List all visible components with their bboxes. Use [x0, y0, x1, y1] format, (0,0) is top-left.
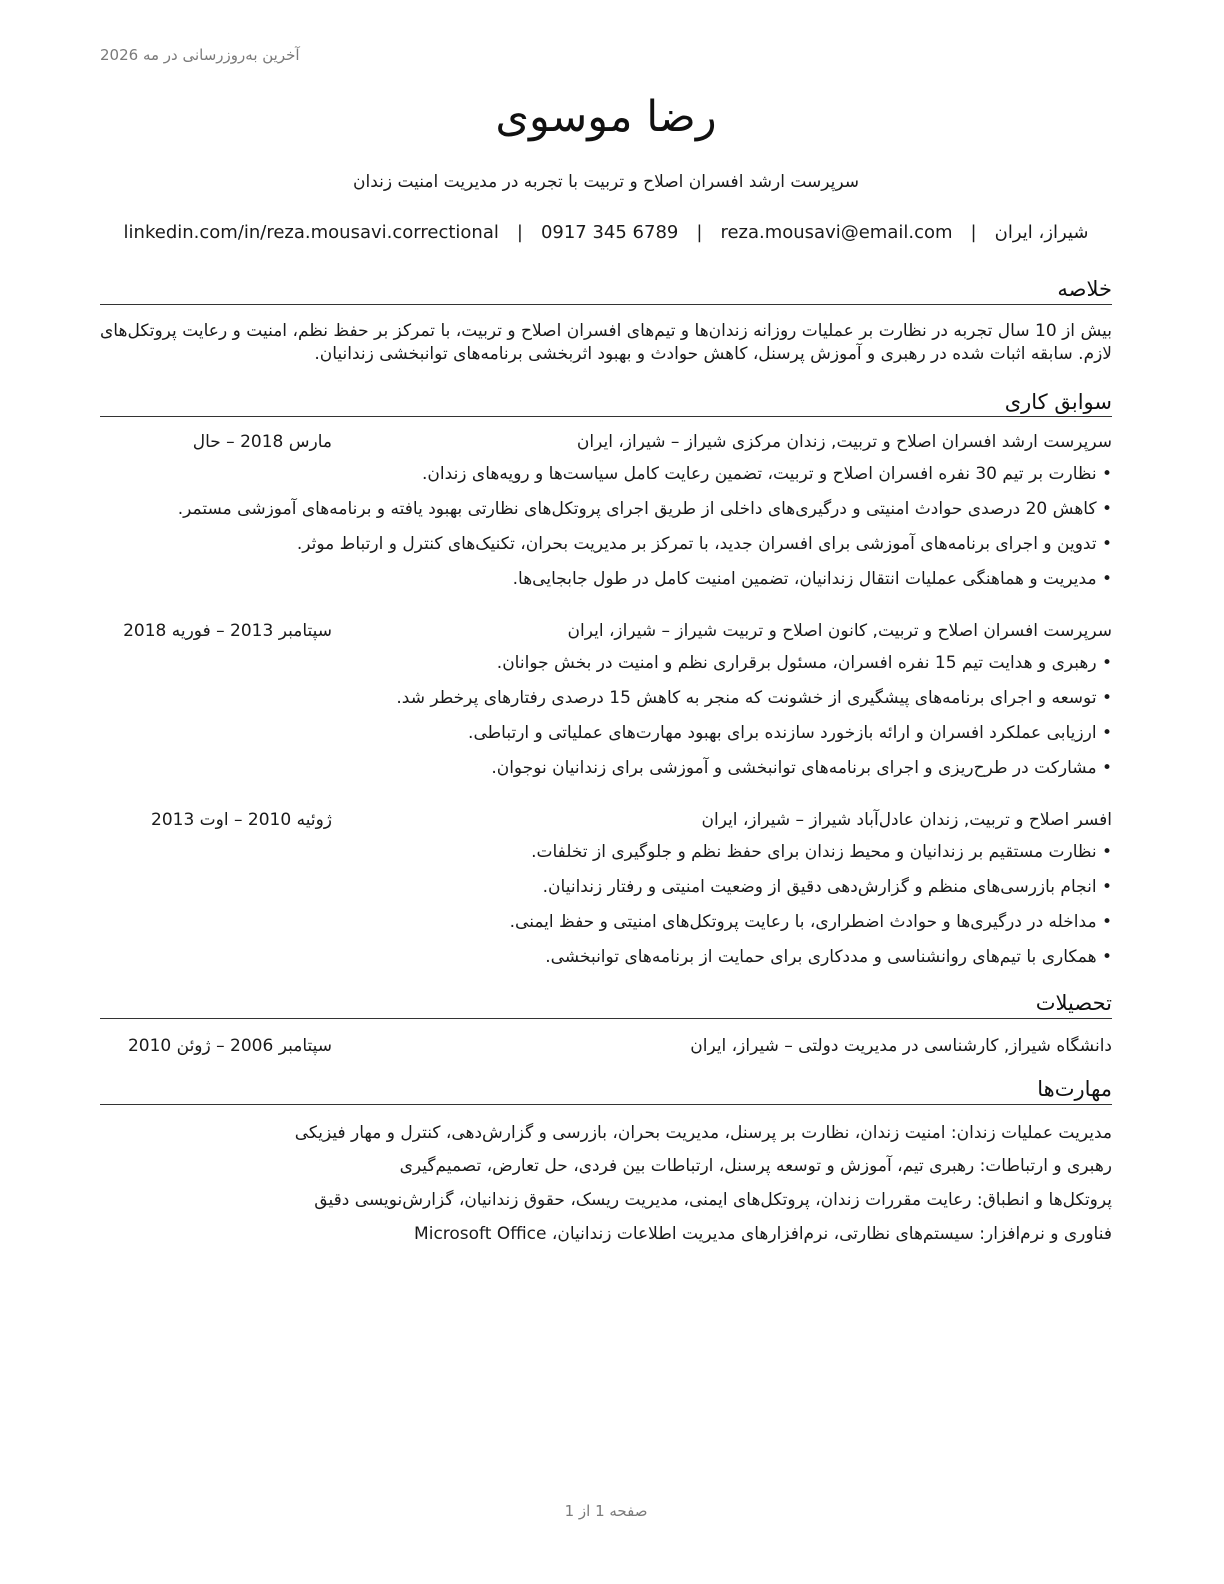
job-bullet: • کاهش 20 درصدی حوادث امنیتی و درگیری‌های داخلی از طریق اجرای پروتکل‌های نظارتی بهبود یافته و برنامه‌های آموزشی مستمر. [177, 499, 1112, 519]
contact-line [100, 222, 1112, 243]
job-bullet: • مدیریت و هماهنگی عملیات انتقال زندانیان، تضمین امنیت کامل در طول جابجایی‌ها. [512, 569, 1112, 589]
job-bullet: • انجام بازرسی‌های منظم و گزارش‌دهی دقیق از وضعیت امنیتی و رفتار زندانیان. [542, 877, 1112, 897]
job-dates: ژوئیه 2010 – اوت 2013 [151, 810, 332, 830]
section-divider [100, 304, 1112, 305]
candidate-name: رضا موسوی [495, 92, 717, 142]
education-heading: تحصیلات [1035, 991, 1112, 1015]
skill-line: پروتکل‌ها و انطباق: رعایت مقررات زندان، پروتکل‌های ایمنی، مدیریت ریسک، حقوق زندانیان، گزارش‌نویسی دقیق [314, 1190, 1112, 1210]
job-bullet: • نظارت بر تیم 30 نفره افسران اصلاح و تربیت، تضمین رعایت کامل سیاست‌ها و رویه‌های زندان. [422, 464, 1112, 484]
job-title: سرپرست ارشد افسران اصلاح و تربیت, زندان مرکزی شیراز – شیراز، ایران [576, 432, 1112, 452]
section-divider [100, 1104, 1112, 1105]
section-divider [100, 416, 1112, 417]
job-bullet: • توسعه و اجرای برنامه‌های پیشگیری از خشونت که منجر به کاهش 15 درصدی رفتارهای پرخطر شد. [396, 688, 1112, 708]
skill-line: فناوری و نرم‌افزار: سیستم‌های نظارتی، نرم‌افزارهای مدیریت اطلاعات زندانیان، Microsoft Office [414, 1224, 1112, 1244]
job-bullet: • همکاری با تیم‌های روانشناسی و مددکاری برای حمایت از برنامه‌های توانبخشی. [545, 947, 1112, 967]
job-bullet: • ارزیابی عملکرد افسران و ارائه بازخورد سازنده برای بهبود مهارت‌های عملیاتی و ارتباطی. [468, 723, 1112, 743]
skill-line: رهبری و ارتباطات: رهبری تیم، آموزش و توسعه پرسنل، ارتباطات بین فردی، حل تعارض، تصمیم‌گیری [399, 1156, 1112, 1176]
contact-separator: | [970, 222, 977, 243]
education-dates: سپتامبر 2006 – ژوئن 2010 [127, 1036, 332, 1056]
section-divider [100, 1018, 1112, 1019]
education-degree: دانشگاه شیراز, کارشناسی در مدیریت دولتی – شیراز، ایران [690, 1036, 1112, 1056]
job-bullet: • رهبری و هدایت تیم 15 نفره افسران، مسئول برقراری نظم و امنیت در بخش جوانان. [496, 653, 1112, 673]
candidate-headline: سرپرست ارشد افسران اصلاح و تربیت با تجربه در مدیریت امنیت زندان [352, 172, 859, 192]
contact-separator: | [696, 222, 703, 243]
job-bullet: • مشارکت در طرح‌ریزی و اجرای برنامه‌های توانبخشی و آموزشی برای زندانیان نوجوان. [491, 758, 1112, 778]
job-dates: سپتامبر 2013 – فوریه 2018 [123, 621, 332, 641]
job-bullet: • تدوین و اجرای برنامه‌های آموزشی برای افسران جدید، با تمرکز بر مدیریت بحران، تکنیک‌های کنترل و ارتباط موثر. [296, 534, 1112, 554]
summary-heading: خلاصه [1057, 277, 1112, 301]
page-number: صفحه 1 از 1 [564, 1502, 648, 1520]
job-bullet: • نظارت مستقیم بر زندانیان و محیط زندان برای حفظ نظم و جلوگیری از تخلفات. [531, 842, 1112, 862]
job-title: افسر اصلاح و تربیت, زندان عادل‌آباد شیراز – شیراز، ایران [701, 810, 1112, 830]
job-dates: مارس 2018 – حال [192, 432, 332, 452]
skills-heading: مهارت‌ها [1037, 1077, 1112, 1101]
experience-heading: سوابق کاری [1004, 390, 1112, 414]
contact-phone[interactable]: 0917 345 6789 [540, 222, 679, 243]
summary-text: بیش از 10 سال تجربه در نظارت بر عملیات روزانه زندان‌ها و تیم‌های افسران اصلاح و تربیت، با تمرکز بر حفظ نظم، امنیت و رعایت پروتکل‌های لازم. سابقه اثبات شده در رهبری و آموزش پرسنل، کاهش حوادث و بهبود اثربخشی برنامه‌های توانبخشی زندانیان. [100, 321, 1112, 364]
contact-email[interactable]: reza.mousavi@email.com [720, 222, 953, 243]
last-updated-note: آخرین به‌روزرسانی در مه 2026 [100, 46, 300, 64]
skill-line: مدیریت عملیات زندان: امنیت زندان، نظارت بر پرسنل، مدیریت بحران، بازرسی و گزارش‌دهی، کنترل و مهار فیزیکی [294, 1123, 1112, 1143]
job-bullet: • مداخله در درگیری‌ها و حوادث اضطراری، با رعایت پروتکل‌های امنیتی و حفظ ایمنی. [509, 912, 1112, 932]
contact-separator: | [516, 222, 523, 243]
resume-page [100, 0, 1112, 1584]
contact-location: شیراز، ایران [994, 222, 1089, 243]
job-title: سرپرست افسران اصلاح و تربیت, کانون اصلاح و تربیت شیراز – شیراز، ایران [567, 621, 1112, 641]
contact-linkedin[interactable]: linkedin.com/in/reza.mousavi.correctional [123, 222, 499, 243]
